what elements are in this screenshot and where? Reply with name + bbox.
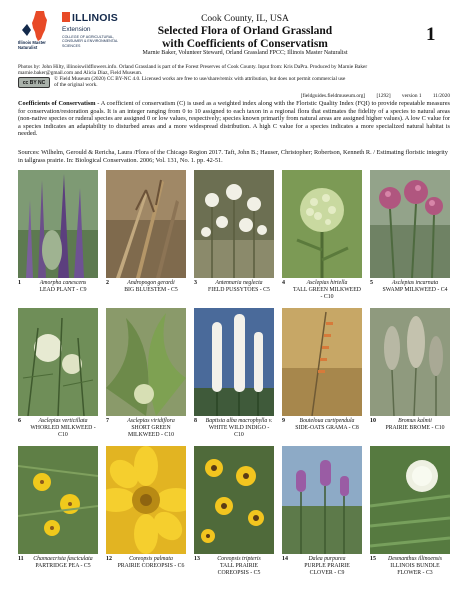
plant-photo [18,170,98,278]
plant-card[interactable] [18,446,98,582]
license-line-2: of the original work. [54,82,98,89]
plant-card[interactable] [194,170,274,306]
plant-caption [370,556,450,584]
plant-common-name: FIELD PUSSYTOES - C5 [208,287,270,293]
cc-license-icon: cc BY NC [18,77,50,88]
plant-caption [194,418,274,446]
plant-scientific-name: Dalea purpurea [308,556,346,562]
plant-number: 10 [370,418,376,424]
title-block [95,14,395,57]
plant-caption [106,418,186,446]
plant-scientific-name: Bromus kalmii [398,418,432,424]
plant-common-name: SHORT GREEN MILKWEED - C10 [127,425,175,438]
plant-common-name: PURPLE PRAIRIE CLOVER - C9 [304,563,350,576]
plant-card[interactable] [106,308,186,444]
plant-photo [282,446,362,554]
plant-caption [18,280,98,308]
plant-photo [370,308,450,416]
plant-photo [194,170,274,278]
plant-scientific-name: Asclepias hirtella [306,280,348,286]
plant-caption [282,280,362,308]
plant-number: 7 [106,418,109,424]
plant-scientific-name: Coreopsis tripteris [217,556,261,562]
guide-version: version 1 [401,93,422,99]
page-title-line-1: Selected Flora of Orland Grassland [157,25,333,37]
credits-line-1: Photos by: John Hilty, illinoiswildflowers.info. Orland Grassland is part of the Forest Preserves of Cook County. Input from: Kris DaPra. Produced by Marnie Baker [18,64,368,70]
plant-caption [370,280,450,308]
illinois-i-icon [62,12,70,22]
plant-scientific-name: Asclepias verticillata [38,418,88,424]
license-text [54,76,414,89]
plant-photo [370,446,450,554]
plant-card[interactable] [18,170,98,306]
plant-scientific-name: Asclepias incarnata [391,280,439,286]
license-block [18,76,450,92]
plant-caption [18,556,98,584]
guide-url: [fieldguides.fieldmuseum.org] [300,93,366,99]
location-subtitle: Cook County, IL, USA [201,14,289,24]
plant-number: 9 [282,418,285,424]
plant-card[interactable] [194,446,274,582]
plant-number: 6 [18,418,21,424]
plant-common-name: SWAMP MILKWEED - C4 [382,287,448,293]
guide-meta [18,93,450,99]
plant-scientific-name: Desmanthus illinoensis [388,556,442,562]
plant-photo [18,308,98,416]
plant-photo [282,308,362,416]
extension-label: Extension [62,26,91,33]
plant-card[interactable] [18,308,98,444]
college-label: COLLEGE OF AGRICULTURAL, CONSUMER & ENVIRONMENTAL SCIENCES [62,35,118,48]
plant-photo [194,308,274,416]
plant-caption [370,418,450,446]
page-number: 1 [426,24,436,45]
plant-card[interactable] [370,446,450,582]
plant-number: 2 [106,280,109,286]
plant-common-name: LEAD PLANT - C9 [39,287,87,293]
illinois-state-icon [18,10,58,42]
plant-photo [106,170,186,278]
plant-number: 15 [370,556,376,562]
plant-caption [282,556,362,584]
plant-number: 13 [194,556,200,562]
plant-card[interactable] [370,170,450,306]
plant-number: 4 [282,280,285,286]
authors-line: Marnie Baker, Volunteer Steward, Orland Grassland FPCC; Illinois Master Naturalist [142,50,348,56]
plant-scientific-name: Bouteloua curtipendula [299,418,355,424]
plant-caption [106,556,186,584]
plant-common-name: SIDE-OATS GRAMA - C8 [295,425,359,431]
plant-photo [194,446,274,554]
plant-card[interactable] [106,446,186,582]
plant-photo [282,170,362,278]
plant-number: 1 [18,280,21,286]
plant-number: 14 [282,556,288,562]
plant-scientific-name: Baptisia alba macrophylla v. [205,418,273,424]
plant-common-name: BIG BLUESTEM - C5 [124,287,178,293]
plant-common-name: WHITE WILD INDIGO - C10 [208,425,270,438]
plant-scientific-name: Coreopsis palmata [129,556,173,562]
plant-scientific-name: Andropogon gerardi [127,280,175,286]
plant-caption [18,418,98,446]
plant-number: 11 [18,556,24,562]
plant-photo [18,446,98,554]
plant-photo [370,170,450,278]
plant-card[interactable] [282,446,362,582]
description-body: - A coefficient of conservatism (C) is used as a weighted index along with the Floristic Quality Index (FQI) to provide repeatable measures for conservation/restoration goals. It is an integer ranging from 0 to 10 assigned to each taxon in a regional flora that estimates the fidelity of a species to natural areas (non-native species or ruderal species are assigned 0 or low values, respectively; species known primarily from natural areas are assigned higher values). A low C value for a species indicates an adaptability to disturbed areas and a more widespread distribution. A high C value for a species indicates a more specialized natural habitat is needed. [18,100,450,138]
credits-line-2: marnie.baker@gmail.com and Alicia Diaz, Field Museum. [18,70,143,77]
guide-id: [1292] [376,93,391,99]
plant-scientific-name: Amorpha canescens [39,280,87,286]
plant-number: 5 [370,280,373,286]
plant-caption [194,556,274,584]
plant-number: 8 [194,418,197,424]
plant-card[interactable] [194,308,274,444]
plant-photo [106,446,186,554]
plant-photo [106,308,186,416]
plant-card[interactable] [370,308,450,444]
plant-scientific-name: Chamaecrista fasciculata [33,556,93,562]
plant-common-name: PRAIRIE BROME - C10 [385,425,445,431]
plant-photo-grid [18,170,450,590]
plant-common-name: PRAIRIE COREOPSIS - C6 [117,563,185,569]
plant-common-name: WHORLED MILKWEED - C10 [30,425,96,438]
plant-card[interactable] [282,308,362,444]
license-line-1: © Field Museum (2020) CC BY-NC 4.0. Licensed works are free to use/share/remix with attribution, but does not permit commercial use [54,76,346,82]
illinois-wordmark: ILLINOIS [62,12,118,24]
sources-paragraph: Sources: Wilhelm, Gerould & Rericha, Laura /Flora of the Chicago Region 2017. Taft, John B.; Hauser, Christopher; Robertson, Kenneth R. / Estimating floristic integrity in tallgrass prairie. In: Biological Conservation. 2006; Vol. 131, No. 1. pp. 42-51. [18,149,448,164]
photo-credits [18,64,450,77]
plant-common-name: PARTRIDGE PEA - C5 [35,563,91,569]
plant-common-name: TALL GREEN MILKWEED - C10 [293,287,361,300]
master-naturalist-label: Illinois Master Naturalist [18,40,46,50]
plant-number: 3 [194,280,197,286]
page-title-line-2: with Coefficients of Conservatism [162,37,328,50]
plant-scientific-name: Antennaria neglecta [215,280,263,286]
plant-card[interactable] [106,170,186,306]
plant-caption [194,280,274,308]
guide-date: 11/2020 [432,93,450,99]
plant-number: 12 [106,556,112,562]
plant-common-name: ILLINOIS BUNDLE FLOWER - C3 [390,563,440,576]
description-lead: Coefficients of Conservatism [18,100,96,107]
description-paragraph [18,100,450,138]
plant-common-name: TALL PRAIRIE COREOPSIS - C5 [217,563,261,576]
plant-caption [282,418,362,446]
plant-scientific-name: Asclepias viridiflora [127,418,175,424]
plant-caption [106,280,186,308]
plant-card[interactable] [282,170,362,306]
